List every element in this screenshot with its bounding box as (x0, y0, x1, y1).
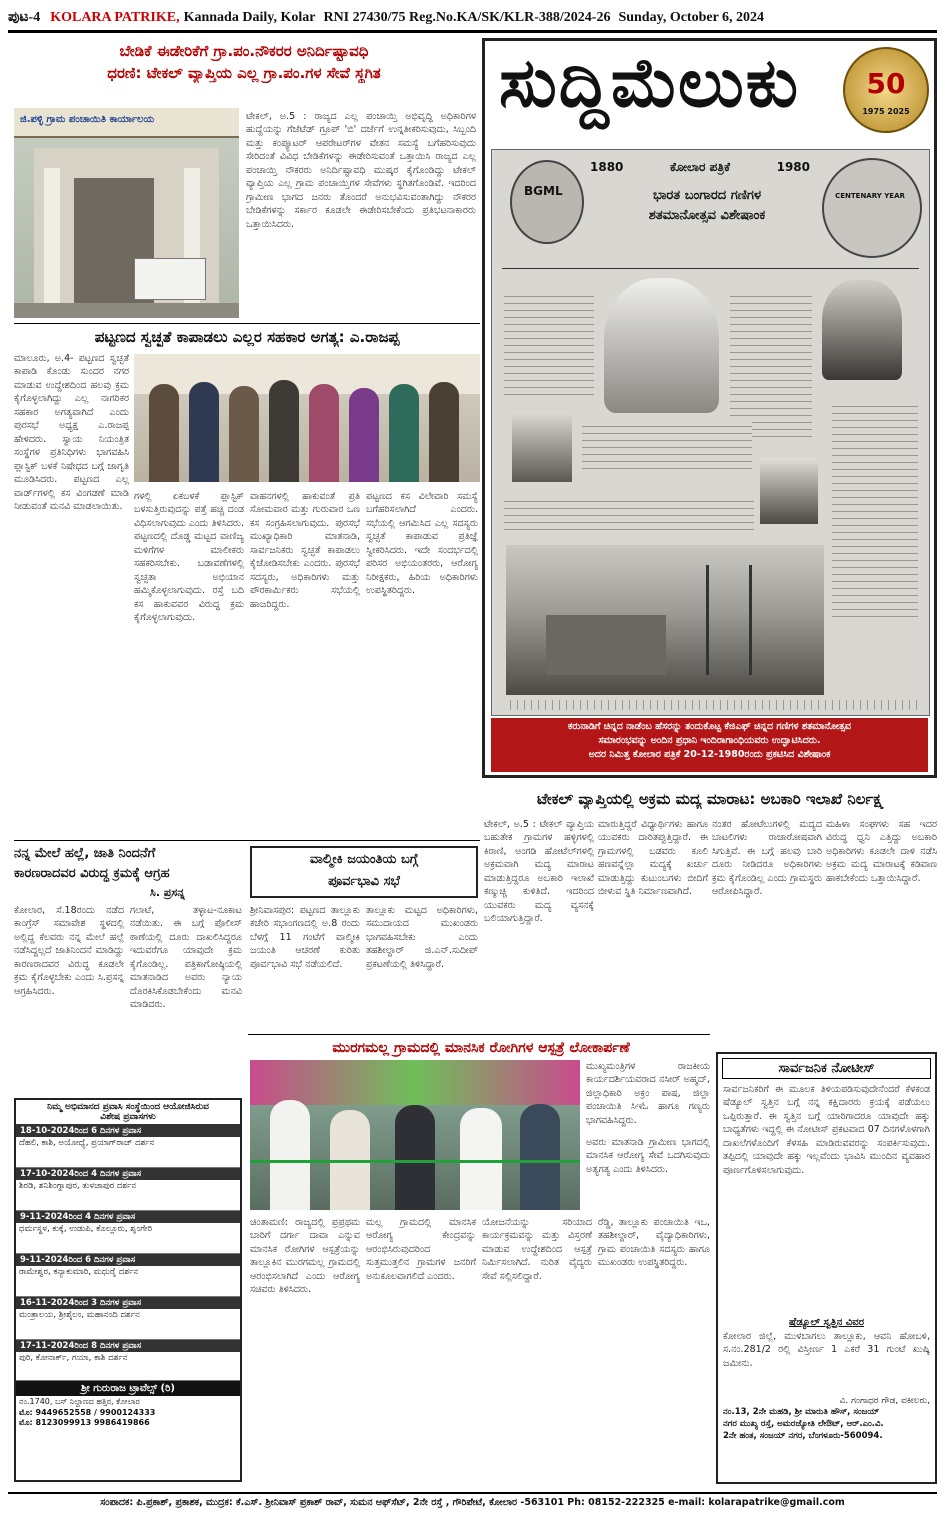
story2-col4: ಪಟ್ಟಣದ ಕಸ ವಿಲೇವಾರಿ ಸಮಸ್ಯೆ ಬಗೆಹರಿಸಲಾಗಿದೆ ಎಂದರು. ಸಭೆಯಲ್ಲಿ ಆಗಮಿಸಿದ ಎಲ್ಲ ಸದಸ್ಯರು ಸ್ವಚ್ಛತೆ ಕಾಪಾಡುವ ಪ್ರತಿಜ್ಞೆ ಸ್ವೀಕರಿಸಿದರು. ಇದೇ ಸಂದರ್ಭದಲ್ಲಿ ಪರಿಸರ ಅಭಿಯಂತರರು, ಆರೋಗ್ಯ ನಿರೀಕ್ಷಕರು, ಹಿರಿಯ ಅಧಿಕಾರಿಗಳು ಉಪಸ್ಥಿತರಿದ್ದರು. (366, 491, 478, 597)
story6-right-col-a: ಮುಖ್ಯಮಂತ್ರಿಗಳ ರಾಜಕೀಯ ಕಾರ್ಯದರ್ಶಿಯವರಾದ ನಸೀರ್ ಅಹ್ಮದ್, ಜಿಲ್ಲಾಧಿಕಾರಿ ಅಕ್ರಂ ಪಾಷ, ಜಿಲ್ಲಾ ಪಂಚಾಯಿತಿ ಸಿಇಓ ಹಾಗೂ ಗಣ್ಯರು ಭಾಗವಹಿಸಿದ್ದರು. (586, 1061, 710, 1126)
travel-ad-row: ದೆಹಲಿ, ಕಾಶಿ, ಅಯೋಧ್ಯೆ, ಪ್ರಯಾಗ್‌ರಾಜ್ ದರ್ಶನ (16, 1137, 240, 1168)
story5-headline-box (250, 846, 478, 898)
public-notice (716, 1052, 937, 1484)
story5-col2: ತಾಲ್ಲೂಕು ಮಟ್ಟದ ಅಧಿಕಾರಿಗಳು, ಸಮುದಾಯದ ಮುಖಂಡರು ಭಾಗವಹಿಸಬೇಕು ಎಂದು ತಹಶೀಲ್ದಾರ್ ಜಿ.ಎನ್.ಸುದೀಪ್ ಪ್ರಕಟಣೆಯಲ್ಲಿ ತಿಳಿಸಿದ್ದಾರೆ. (366, 905, 478, 970)
story1-photo (14, 108, 239, 318)
travel-ad-header-line2: ವಿಶೇಷ ಪ್ರವಾಸಗಳು (16, 1112, 240, 1125)
travel-ad-row: 16-11-2024ರಿಂದ 3 ದಿನಗಳ ಪ್ರವಾಸ (16, 1297, 240, 1309)
newspaper-subtitle: Kannada Daily, Kolar (183, 10, 316, 25)
story6-photo (250, 1060, 580, 1210)
public-notice-title: ಸಾರ್ವಜನಿಕ ನೋಟೀಸ್ (722, 1058, 931, 1079)
travel-ad-contact: ಮೊ: 9449652558 / 9900124333 (19, 1408, 156, 1417)
travel-ad-row: 9-11-2024ರಿಂದ 4 ದಿನಗಳ ಪ್ರವಾಸ (16, 1211, 240, 1223)
story6-col1: ಚಿಂತಾಮಣಿ: ರಾಜ್ಯದಲ್ಲಿ ಪ್ರಪ್ರಥಮ ಬಾರಿಗೆ ದರ್ಗಾ ದಾವಾ ಎನ್ನುವ ಮಾನಸಿಕ ರೋಗಿಗಳ ಆಸ್ಪತ್ರೆಯನ್ನು ತಾಲ್ಲೂಕಿನ ಮುರಗಮಲ್ಲ ಗ್ರಾಮದಲ್ಲಿ ಆರಂಭಿಸಲಾಗಿದೆ ಎಂದು ಆರೋಗ್ಯ ಸಚಿವರು ತಿಳಿಸಿದರು. (250, 1217, 360, 1296)
portrait-photo-4 (760, 458, 818, 524)
story4-headline-line1: ನನ್ನ ಮೇಲೆ ಹಲ್ಲೆ, ಜಾತಿ ನಿಂದನೆಗೆ (14, 846, 156, 861)
public-notice-body: ಸಾರ್ವಜನಿಕರಿಗೆ ಈ ಮೂಲಕ ತಿಳಿಯಪಡಿಸುವುದೇನೆಂದರೆ ಕೆಳಕಂಡ ಷೆಡ್ಯೂಲ್ ಸ್ವತ್ತಿನ ಬಗ್ಗೆ ನನ್ನ ಕಕ್ಷಿದಾರರು ಕ್ರಯಕ್ಕೆ ಪಡೆಯಲು ಒಪ್ಪಿರುತ್ತಾರೆ. ಈ ಸ್ವತ್ತಿನ ಬಗ್ಗೆ ಯಾರಿಗಾದರೂ ಯಾವುದೇ ಹಕ್ಕು ಬಾಧ್ಯತೆಗಳು ಇದ್ದಲ್ಲಿ ಈ ನೋಟೀಸ್ ಪ್ರಕಟವಾದ 07 ದಿನಗಳೊಳಗಾಗಿ ದಾಖಲೆಗಳೊಂದಿಗೆ ಕೆಳಸಹಿ ಮಾಡಿರುವವರನ್ನು ಸಂಪರ್ಕಿಸುವುದು. ತಪ್ಪಿದಲ್ಲಿ ಯಾವುದೇ ಹಕ್ಕು ಇಲ್ಲವೆಂದು ಭಾವಿಸಿ ಮುಂದಿನ ವ್ಯವಹಾರ ಪೂರ್ಣಗೊಳಿಸಲಾಗುವುದು. (723, 1084, 930, 1176)
bgml-logo-text: BGML (524, 184, 563, 198)
page-number: ಪುಟ-4 (8, 10, 41, 25)
story3-headline: ಟೇಕಲ್ ವ್ಯಾಪ್ತಿಯಲ್ಲಿ ಅಕ್ರಮ ಮದ್ಯ ಮಾರಾಟ: ಅಬಕಾರಿ ಇಲಾಖೆ ನಿರ್ಲಕ್ಷ್ಯ (537, 790, 884, 808)
story2-col1: ಮಾಲೂರು, ಅ.4- ಪಟ್ಟಣದ ಸ್ವಚ್ಛತೆ ಕಾಪಾಡಿ ಕೊಂಡು ಸುಂದರ ನಗರ ಮಾಡುವ ಉದ್ದೇಶದಿಂದ ಹಲವು ಕ್ರಮ ಕೈಗೊಳ್ಳಲಾಗಿದ್ದು ಎಲ್ಲ ನಾಗರಿಕರ ಸಹಕಾರ ಅಗತ್ಯವಾಗಿದೆ ಎಂದು ಪುರಸಭೆ ಅಧ್ಯಕ್ಷ ಎ.ರಾಜಪ್ಪ ಹೇಳಿದರು. ಸ್ವಾಯ ನಿಯಂತ್ರಿತ ಸಂಸ್ಥೆಗಳ ಪ್ರತಿನಿಧಿಗಳು ಭಾಗವಹಿಸಿ ಪ್ಲಾಸ್ಟಿಕ್ ಬಳಕೆ ನಿಷೇಧದ ಬಗ್ಗೆ ಜಾಗೃತಿ ಮೂಡಿಸಿದರು. ಪಟ್ಟಣದ ಎಲ್ಲ ವಾರ್ಡ್‌ಗಳಲ್ಲಿ ಕಸ ವಿಂಗಡಣೆ ಮಾಡಿ ನೀಡುವಂತೆ ಮನವಿ ಮಾಡಲಾಯಿತು. (14, 353, 129, 513)
story4-byline: ಸಿ. ಪ್ರಸನ್ನ (150, 886, 185, 899)
story6-col2: ಮಲ್ಲ ಗ್ರಾಮದಲ್ಲಿ ಮಾನಸಿಕ ಆರೋಗ್ಯ ಕೇಂದ್ರವನ್ನು ಆರಂಭಿಸಿರುವುದರಿಂದ ಸುತ್ತಮುತ್ತಲಿನ ಗ್ರಾಮಗಳ ಜನರಿಗೆ ಅನುಕೂಲವಾಗಲಿದೆ ಎಂದರು. (366, 1217, 476, 1282)
travel-ad-row: 17-11-2024ರಿಂದ 8 ದಿನಗಳ ಪ್ರವಾಸ (16, 1340, 240, 1352)
story6-headline: ಮುರಗಮಲ್ಲ ಗ್ರಾಮದಲ್ಲಿ ಮಾನಸಿಕ ರೋಗಿಗಳ ಆಸ್ಪತ್ರೆ ಲೋಕಾರ್ಪಣೆ (332, 1040, 630, 1056)
mine-photo (506, 545, 824, 695)
clip-year-left: 1880 (590, 160, 624, 174)
notice-address-line: ನಗರ ಮುಖ್ಯ ರಸ್ತೆ, ಅಮರಜ್ಯೋತಿ ಲೇಔಟ್, ಆರ್.ಎಂ.ವಿ. (723, 1419, 884, 1429)
travel-ad-header-line1: ನಿಮ್ಮ ಅಭಿಮಾನದ ಪ್ರವಾಸಿ ಸಂಸ್ಥೆಯಿಂದ ಆಯೋಜಿಸಿರುವ (47, 1102, 209, 1112)
story6-col4: ರೆಡ್ಡಿ, ತಾಲ್ಲೂಕು ಪಂಚಾಯಿತಿ ಇಒ, ತಹಶೀಲ್ದಾರ್, ವೈದ್ಯಾಧಿಕಾರಿಗಳು, ಗ್ರಾಮ ಪಂಚಾಯಿತಿ ಸದಸ್ಯರು ಹಾಗೂ ಮುಖಂಡರು ಉಪಸ್ಥಿತರಿದ್ದರು. (598, 1217, 710, 1269)
feature-caption-line2: ಸಮಾರಂಭವನ್ನು ಅಂದಿನ ಪ್ರಧಾನಿ ಇಂದಿರಾಗಾಂಧಿಯವರು ಉದ್ಘಾಟಿಸಿದರು. (598, 734, 821, 746)
archive-clipping (491, 149, 930, 716)
issue-date: Sunday, October 6, 2024 (618, 10, 765, 25)
story1-headline-line2: ಧರಣಿ: ಟೇಕಲ್ ವ್ಯಾಪ್ತಿಯ ಎಲ್ಲ ಗ್ರಾ.ಪಂ.ಗಳ ಸೇವೆ ಸ್ಥಗಿತ (107, 64, 381, 82)
story3-col4: ಮಹಿಳಾ ಸಂಘಗಳು ಸಹ ಇದರ ವಿರುದ್ಧ ಧ್ವನಿ ಎತ್ತಿದ್ದು ಅಬಕಾರಿ ಅಧಿಕಾರಿಗಳು ಕೂಡಲೇ ದಾಳಿ ನಡೆಸಿ ಅಕ್ರಮ ಮದ್ಯ ಮಾರಾಟಕ್ಕೆ ಕಡಿವಾಣ ಹಾಕಬೇಕೆಂದು ಒತ್ತಾಯಿಸಿದ್ದಾರೆ. (826, 819, 937, 884)
story4-col2: ಗಲಾಟೆ, ತಳ್ಳಾಟ-ನೂಕಾಟ ನಡೆಯಿತು. ಈ ಬಗ್ಗೆ ಪೊಲೀಸ್ ಠಾಣೆಯಲ್ಲಿ ದೂರು ದಾಖಲಿಸಿದ್ದರೂ ಇದುವರೆಗೂ ಯಾವುದೇ ಕ್ರಮ ಕೈಗೊಂಡಿಲ್ಲ. ಪತ್ರಿಕಾಗೋಷ್ಠಿಯಲ್ಲಿ ಮಾತನಾಡಿದ ಅವರು ನ್ಯಾಯ ದೊರಕಿಸಿಕೊಡಬೇಕೆಂದು ಮನವಿ ಮಾಡಿದರು. (130, 905, 242, 1011)
travel-advertisement (14, 1098, 242, 1482)
travel-ad-row: ಮಂತ್ರಾಲಯ, ಶ್ರೀಶೈಲಂ, ಮಹಾನಂದಿ ದರ್ಶನ (16, 1309, 240, 1340)
travel-ad-row: 9-11-2024ರಿಂದ 6 ದಿನಗಳ ಪ್ರವಾಸ (16, 1254, 240, 1266)
story4-col1: ಕೋಲಾರ, ಸೆ.18ರಂದು ನಡೆದ ಕಾಂಗ್ರೆಸ್ ಸಮಾವೇಶ ಸ್ಥಳದಲ್ಲಿ ಅಲ್ಲಿದ್ದ ಕೆಲವರು ನನ್ನ ಮೇಲೆ ಹಲ್ಲೆ ನಡೆಸಿದ್ದಲ್ಲದೆ ಜಾತಿನಿಂದನೆ ಮಾಡಿದ್ದು ಕಾರಣರಾದವರ ವಿರುದ್ಧ ಕೂಡಲೇ ಕ್ರಮ ಕೈಗೊಳ್ಳಬೇಕು ಎಂದು ಸಿ.ಪ್ರಸನ್ನ ಆಗ್ರಹಿಸಿದರು. (14, 905, 124, 997)
travel-ad-row: ಪುರಿ, ಕೋನಾರ್ಕ್, ಗಯಾ, ಕಾಶಿ ದರ್ಶನ (16, 1352, 240, 1381)
travel-ad-row: 17-10-2024ರಿಂದ 4 ದಿನಗಳ ಪ್ರವಾಸ (16, 1168, 240, 1180)
portrait-photo-2 (822, 280, 902, 380)
feature-caption (491, 718, 928, 772)
clip-centenary-badge: CENTENARY YEAR (835, 192, 905, 200)
story5-headline-line2: ಪೂರ್ವಭಾವಿ ಸಭೆ (328, 874, 400, 889)
story2-photo (134, 354, 480, 482)
story1-headline-line1: ಬೇಡಿಕೆ ಈಡೇರಿಕೆಗೆ ಗ್ರಾ.ಪಂ.ನೌಕರರ ಅನಿರ್ದಿಷ್ಟಾವಧಿ (119, 42, 369, 60)
office-sign-text: ಜಿ.ಪಳ್ಳಿ ಗ್ರಾಮ ಪಂಚಾಯಿತಿ ಕಾರ್ಯಾಲಯ (20, 114, 155, 125)
clip-newspaper-name: ಕೋಲಾರ ಪತ್ರಿಕೆ (670, 160, 730, 174)
travel-ad-contact: ನಂ.1740, ಬಸ್ ನಿಲ್ದಾಣದ ಹತ್ತಿರ, ಕೋಲಾರ (19, 1397, 140, 1406)
notice-address-line: 2ನೇ ಹಂತ, ಸಂಜಯ್ ನಗರ, ಬೆಂಗಳೂರು-560094. (723, 1431, 883, 1441)
story6-col3: ಯೋಜನೆಯನ್ನು ಸರಿಯಾದ ಕಾರ್ಯಕ್ರಮವನ್ನು ಮತ್ತು ವಿಸ್ತರಣೆ ಮಾಡುವ ಉದ್ದೇಶದಿಂದ ಆಸ್ಪತ್ರೆ ನಿರ್ಮಿಸಲಾಗಿದೆ. ನುರಿತ ವೈದ್ಯರು ಸೇವೆ ಸಲ್ಲಿಸಲಿದ್ದಾರೆ. (482, 1217, 592, 1282)
anniversary-number: 50 (866, 67, 906, 100)
travel-ad-contact: ಮೊ: 8123099913 9986419866 (19, 1418, 150, 1427)
schedule-details: ಕೋಲಾರ ಜಿಲ್ಲೆ, ಮುಳಬಾಗಲು ತಾಲ್ಲೂಕು, ಆವನಿ ಹೋಬಳಿ, ಸ.ನಂ.281/2 ರಲ್ಲಿ ವಿಸ್ತೀರ್ಣ 1 ಎಕರೆ 31 ಗುಂಟೆ ಖುಷ್ಕಿ ಜಮೀನು. (723, 1331, 930, 1369)
notice-signature: ವಿ. ಗಂಗಾಧರ ಗೌಡ, ವಕೀಲರು, (839, 1396, 930, 1406)
travel-ad-row: 18-10-2024ರಿಂದ 6 ದಿನಗಳ ಪ್ರವಾಸ (16, 1125, 240, 1137)
story3-col1: ಟೇಕಲ್, ಅ.5 : ಟೇಕಲ್ ವ್ಯಾಪ್ತಿಯ ಬಹುತೇಕ ಗ್ರಾಮಗಳ ಹಳ್ಳಿಗಳಲ್ಲಿ ಕಿರಾಣಿ, ಅಂಗಡಿ ಹೋಟೆಲ್‌ಗಳಲ್ಲಿ ಅಕ್ರಮವಾಗಿ ಮದ್ಯ ಮಾರಾಟ ಮಾಡುತ್ತಿದ್ದರೂ ಅಬಕಾರಿ ಇಲಾಖೆ ಕಣ್ಮುಚ್ಚಿ ಕುಳಿತಿದೆ. ಇದರಿಂದ ಯುವಕರು ಮದ್ಯ ವ್ಯಸನಕ್ಕೆ ಬಲಿಯಾಗುತ್ತಿದ್ದಾರೆ. (484, 819, 594, 925)
schedule-title: ಷೆಡ್ಯೂಲ್ ಸ್ವತ್ತಿನ ವಿವರ (789, 1317, 864, 1328)
story2-col3: ವಾಹನಗಳಲ್ಲಿ ಹಾಕುವಂತೆ ಪ್ರತಿ ಸೋಮವಾರ ಮತ್ತು ಗುರುವಾರ ಒಣ ಕಸ ಸಂಗ್ರಹಿಸಲಾಗುವುದು. ಪುರಸಭೆ ಮುಖ್ಯಾಧಿಕಾರಿ ಮಾತನಾಡಿ, ಸಾರ್ವಜನಿಕರು ಸ್ವಚ್ಛತೆ ಕಾಪಾಡಲು ಕೈಜೋಡಿಸಬೇಕು ಎಂದರು. ಪುರಸಭೆ ಸದಸ್ಯರು, ಅಧಿಕಾರಿಗಳು ಮತ್ತು ಪೌರಕಾರ್ಮಿಕರು ಸಭೆಯಲ್ಲಿ ಹಾಜರಿದ್ದರು. (250, 491, 360, 610)
anniversary-logo (843, 47, 929, 133)
story3-col2: ಮಾರುತ್ತಿದ್ದರೆ ವಿಧ್ಯಾರ್ಥಿಗಳು ಹಾಗೂ ಯುವಕರು ದಾರಿತಪ್ಪುತ್ತಿದ್ದಾರೆ. ಈ ಗ್ರಾಮಗಳಲ್ಲಿ ಬಡವರು ಕೂಲಿ ಹಣವನ್ನೆಲ್ಲಾ ಮದ್ಯಕ್ಕೆ ಖರ್ಚು ಮಾಡುತ್ತಿದ್ದು ಕುಟುಂಬಗಳು ಬೀದಿಗೆ ಬೀಳುವ ಸ್ಥಿತಿ ನಿರ್ಮಾಣವಾಗಿದೆ. (598, 819, 708, 898)
clip-subtitle-line2: ಶತಮಾನೋತ್ಸವ ವಿಶೇಷಾಂಕ (648, 208, 766, 223)
story1-body: ಟೇಕಲ್, ಅ.5 : ರಾಜ್ಯದ ಎಲ್ಲ ಪಂಚಾಯ್ತಿ ಅಭಿವೃದ್ಧಿ ಅಧಿಕಾರಿಗಳ ಹುದ್ದೆಯನ್ನು ಗೆಜೆಟೆಡ್ ಗ್ರೂಪ್ 'ಬಿ' ದರ್ಜೆಗೆ ಉನ್ನತೀಕರಿಸುವುದು, ಸಿಬ್ಬಂದಿ ಮತ್ತು ಕಂಪ್ಯೂಟರ್ ಆಪರೇಟರ್‌ಗಳ ವೇತನ ಸಮಸ್ಯೆ ಬಗೆಹರಿಸುವುದು ಸೇರಿದಂತೆ ವಿವಿಧ ಬೇಡಿಕೆಗಳನ್ನು ಈಡೇರಿಸುವಂತೆ ಒತ್ತಾಯಿಸಿ ರಾಜ್ಯದ ಎಲ್ಲ ಪಂಚಾಯ್ತಿ ನೌಕರರು ಅನಿರ್ದಿಷ್ಟಾವಧಿ ಮುಷ್ಕರ ಕೈಗೊಂಡಿದ್ದು ಟೇಕಲ್ ವ್ಯಾಪ್ತಿಯ ಎಲ್ಲ ಗ್ರಾಮ ಪಂಚಾಯ್ತಿಗಳ ಸೇವೆಗಳು ಸ್ಥಗಿತಗೊಂಡಿವೆ. ಇದರಿಂದ ಗ್ರಾಮೀಣ ಭಾಗದ ಜನರು ತೊಂದರೆ ಅನುಭವಿಸುವಂತಾಗಿದ್ದು ನೌಕರರ ಬೇಡಿಕೆಗಳನ್ನು ಸರ್ಕಾರ ಕೂಡಲೇ ಈಡೇರಿಸಬೇಕೆಂದು ಪ್ರತಿಭಟನಾಕಾರರು ಒತ್ತಾಯಿಸಿದರು. (246, 111, 476, 230)
portrait-photo-3 (512, 412, 572, 482)
footer-imprint: ಸಂಪಾದಕ: ಪಿ.ಪ್ರಕಾಶ್, ಪ್ರಕಾಶಕ, ಮುದ್ರಕ: ಕೆ.ಎಸ್. ಶ್ರೀನಿವಾಸ್ ಪ್ರಕಾಶ್ ರಾವ್, ಸುಮನ ಆಫ್‌ಸೆಟ್, 2ನೇ ರಸ್ತೆ , ಗೌರಿಪೇಟೆ, ಕೋಲಾರ -563101 Ph: 08152-222325 e-mail: kolarapatrike@gmail.com (100, 1497, 845, 1508)
story5-headline-line1: ವಾಲ್ಮೀಕಿ ಜಯಂತಿಯ ಬಗ್ಗೆ (309, 852, 419, 867)
clip-year-right: 1980 (776, 160, 810, 174)
story2-col2: ಗಳಲ್ಲಿ ಏಕಬಳಕೆ ಪ್ಲಾಸ್ಟಿಕ್ ಬಳಸುತ್ತಿರುವುದನ್ನು ಪತ್ತೆ ಹಚ್ಚಿ ದಂಡ ವಿಧಿಸಲಾಗುವುದು ಎಂದು ತಿಳಿಸಿದರು. ಪಟ್ಟಣದಲ್ಲಿ ದೊಡ್ಡ ಮಟ್ಟದ ವಾಣಿಜ್ಯ ಮಳಿಗೆಗಳ ಮಾಲೀಕರು ಸಹಕರಿಸಬೇಕು. ಬಡಾವಣೆಗಳಲ್ಲಿ ಸ್ವಚ್ಛತಾ ಅಭಿಯಾನ ಹಮ್ಮಿಕೊಳ್ಳಲಾಗುವುದು. ರಸ್ತೆ ಬದಿ ಕಸ ಹಾಕುವವರ ವಿರುದ್ಧ ಕ್ರಮ ಕೈಗೊಳ್ಳಲಾಗುವುದು. (134, 491, 244, 624)
portrait-photo-1 (604, 278, 719, 413)
travel-ad-brand: ಶ್ರೀ ಗುರುರಾಜ ಟ್ರಾವೆಲ್ಸ್ (ರಿ) (16, 1381, 240, 1396)
feature-caption-line3: ಅದರ ನಿಮಿತ್ತ ಕೋಲಾರ ಪತ್ರಿಕೆ 20-12-1980ರಂದು ಪ್ರಕಟಿಸಿದ ವಿಶೇಷಾಂಕ (588, 748, 831, 760)
notice-address-line: ನಂ.13, 2ನೇ ಮಹಡಿ, ಶ್ರೀ ಮಾರುತಿ ಹೌಸ್, ಸಂಜಯ್ (723, 1407, 880, 1417)
travel-ad-row: ರಾಮೇಶ್ವರ, ಕನ್ಯಾಕುಮಾರಿ, ಮಧುರೈ ದರ್ಶನ (16, 1266, 240, 1297)
story2-headline: ಪಟ್ಟಣದ ಸ್ವಚ್ಛತೆ ಕಾಪಾಡಲು ಎಲ್ಲರ ಸಹಕಾರ ಅಗತ್ಯ: ಎ.ರಾಜಪ್ಪ (94, 328, 400, 346)
story5-col1: ಶ್ರೀನಿವಾಸಪುರ: ಪಟ್ಟಣದ ತಾಲ್ಲೂಕು ಕಚೇರಿ ಸಭಾಂಗಣದಲ್ಲಿ ಅ.8 ರಂದು ಬೆಳಗ್ಗೆ 11 ಗಂಟೆಗೆ ವಾಲ್ಮೀಕಿ ಜಯಂತಿ ಆಚರಣೆ ಕುರಿತು ಪೂರ್ವಭಾವಿ ಸಭೆ ನಡೆಯಲಿದೆ. (250, 905, 360, 970)
story6-right-col-b: ಅವರು ಮಾತನಾಡಿ ಗ್ರಾಮೀಣ ಭಾಗದಲ್ಲಿ ಮಾನಸಿಕ ಆರೋಗ್ಯ ಸೇವೆ ಒದಗಿಸುವುದು ಅತ್ಯಗತ್ಯ ಎಂದು ತಿಳಿಸಿದರು. (586, 1137, 710, 1175)
masthead (8, 6, 937, 33)
registration-number: RNI 27430/75 Reg.No.KA/SK/KLR-388/2024-26 (323, 10, 611, 25)
feature-title: ಸುದ್ದಿಮೆಲುಕು (499, 45, 800, 121)
feature-box (482, 38, 937, 778)
travel-ad-row: ಶಿರಡಿ, ಶನಿಶಿಂಗ್ನಾಪುರ, ತುಳಜಾಪುರ ದರ್ಶನ (16, 1180, 240, 1211)
clip-subtitle-line1: ಭಾರತ ಬಂಗಾರದ ಗಣಿಗಳ (652, 188, 762, 203)
story3-col3: ನಂತರ ಹೋಟೆಲುಗಳಲ್ಲಿ ಮದ್ಯದ ಬಾಟಲಿಗಳು ರಾಜಾರೋಷವಾಗಿ ಸಿಗುತ್ತಿವೆ. ಈ ಬಗ್ಗೆ ಹಲವು ಬಾರಿ ದೂರು ನೀಡಿದರೂ ಅಧಿಕಾರಿಗಳು ಕ್ರಮ ಕೈಗೊಂಡಿಲ್ಲ ಎಂದು ಗ್ರಾಮಸ್ಥರು ಆರೋಪಿಸಿದ್ದಾರೆ. (712, 819, 822, 898)
feature-caption-line1: ಕರುನಾಡಿಗೆ ಚಿನ್ನದ ನಾಡೆಂಬ ಹೆಸರನ್ನು ತಂದುಕೊಟ್ಟ ಕೆಜಿಎಫ್ ಚಿನ್ನದ ಗಣಿಗಳ ಶತಮಾನೋತ್ಸವ (567, 721, 852, 732)
newspaper-name: KOLARA PATRIKE, (50, 10, 180, 25)
story4-headline-line2: ಕಾರಣರಾದವರ ವಿರುದ್ಧ ಕ್ರಮಕ್ಕೆ ಆಗ್ರಹ (14, 866, 170, 881)
travel-ad-row: ಧರ್ಮಸ್ಥಳ, ಕುಕ್ಕೆ, ಉಡುಪಿ, ಕೊಲ್ಲೂರು, ಶೃಂಗೇರಿ (16, 1223, 240, 1254)
anniversary-years: 1975 2025 (862, 107, 910, 116)
